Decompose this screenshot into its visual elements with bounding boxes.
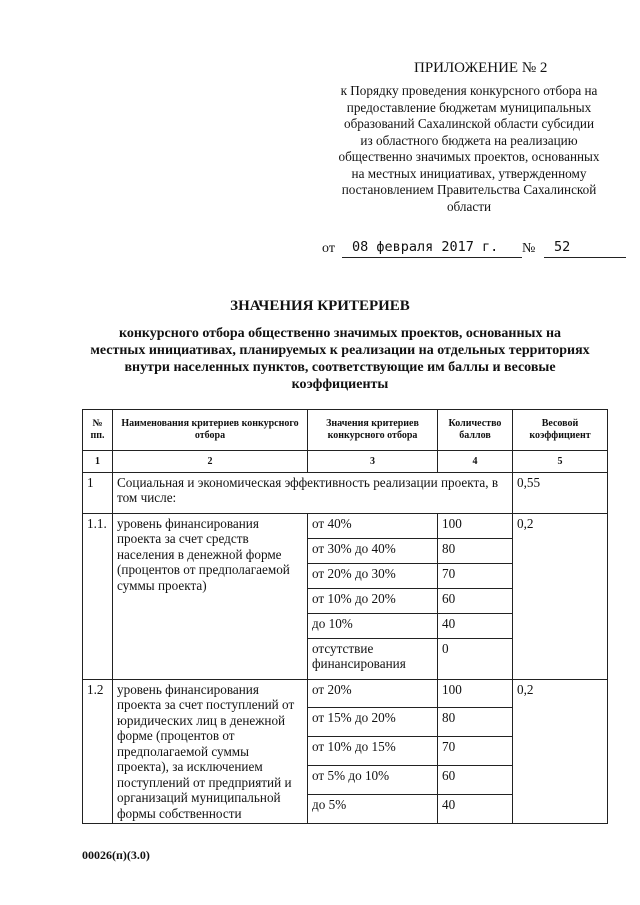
date-prefix: от (322, 241, 335, 256)
col-number: 4 (438, 451, 513, 473)
criterion-points: 80 (438, 538, 513, 563)
item-num: 1.1. (83, 513, 113, 679)
criterion-value: до 5% (308, 795, 438, 824)
header-weight: Весовой коэффициент (513, 410, 608, 451)
criterion-value: от 20% до 30% (308, 563, 438, 588)
item-coef: 0,2 (513, 679, 608, 824)
criterion-value: до 10% (308, 613, 438, 638)
item-num: 1.2 (83, 679, 113, 824)
table-row (83, 513, 608, 538)
col-number: 3 (308, 451, 438, 473)
criterion-points: 80 (438, 708, 513, 737)
criterion-points: 100 (438, 679, 513, 708)
criterion-points: 70 (438, 563, 513, 588)
approval-number: 52 (544, 239, 626, 258)
criterion-value: от 30% до 40% (308, 538, 438, 563)
criterion-points: 40 (438, 795, 513, 824)
table-header-row (83, 410, 608, 451)
item-name: уровень финансирования проекта за счет средств населения в денежной форме (процентов от предполагаемой суммы проекта) (113, 513, 308, 679)
column-number-row (83, 451, 608, 473)
criterion-value: от 5% до 10% (308, 766, 438, 795)
section-coef: 0,55 (513, 472, 608, 513)
criterion-value: от 20% (308, 679, 438, 708)
criteria-table (82, 409, 608, 824)
document-subtitle: конкурсного отбора общественно значимых проектов, основанных на местных инициативах, планируемых к реализации на отдельных территориях внутри населенных пунктов, соответствующие им баллы и весовые коэффициенты (90, 326, 590, 392)
criterion-points: 70 (438, 737, 513, 766)
criterion-points: 60 (438, 766, 513, 795)
appendix-description: к Порядку проведения конкурсного отбора на предоставление бюджетам муниципальных образований Сахалинской области субсидии из областного бюджета на реализацию общественно значимых проектов, основанных на местных инициативах, утвержденному постановлением Правительства Сахалинской области (338, 83, 600, 214)
col-number: 1 (83, 451, 113, 473)
appendix-title: ПРИЛОЖЕНИЕ № 2 (414, 60, 548, 76)
table-row (83, 472, 608, 513)
header-points: Количество баллов (438, 410, 513, 451)
criterion-points: 40 (438, 613, 513, 638)
document-title: ЗНАЧЕНИЯ КРИТЕРИЕВ (230, 298, 410, 314)
approval-line (322, 239, 617, 261)
section-num: 1 (83, 472, 113, 513)
criterion-value: от 15% до 20% (308, 708, 438, 737)
number-sign: № (522, 241, 536, 256)
criterion-value: отсутствие финансирования (308, 638, 438, 679)
item-coef: 0,2 (513, 513, 608, 679)
criterion-value: от 40% (308, 513, 438, 538)
section-name: Социальная и экономическая эффективность реализации проекта, в том числе: (113, 472, 513, 513)
criterion-points: 0 (438, 638, 513, 679)
header-criteria-name: Наименования критериев конкурсного отбора (113, 410, 308, 451)
col-number: 2 (113, 451, 308, 473)
header-num: № пп. (83, 410, 113, 451)
criterion-points: 60 (438, 588, 513, 613)
header-criteria-values: Значения критериев конкурсного отбора (308, 410, 438, 451)
col-number: 5 (513, 451, 608, 473)
table-row (83, 679, 608, 708)
approval-date: 08 февраля 2017 г. (342, 239, 522, 258)
item-name: уровень финансирования проекта за счет поступлений от юридических лиц в денежной форме (процентов от предполагаемой суммы проекта), за исключением поступлений от предприятий и организаций муниципальной формы собственности (113, 679, 308, 824)
criterion-value: от 10% до 15% (308, 737, 438, 766)
criterion-value: от 10% до 20% (308, 588, 438, 613)
criterion-points: 100 (438, 513, 513, 538)
form-code: 00026(п)(3.0) (82, 848, 150, 862)
